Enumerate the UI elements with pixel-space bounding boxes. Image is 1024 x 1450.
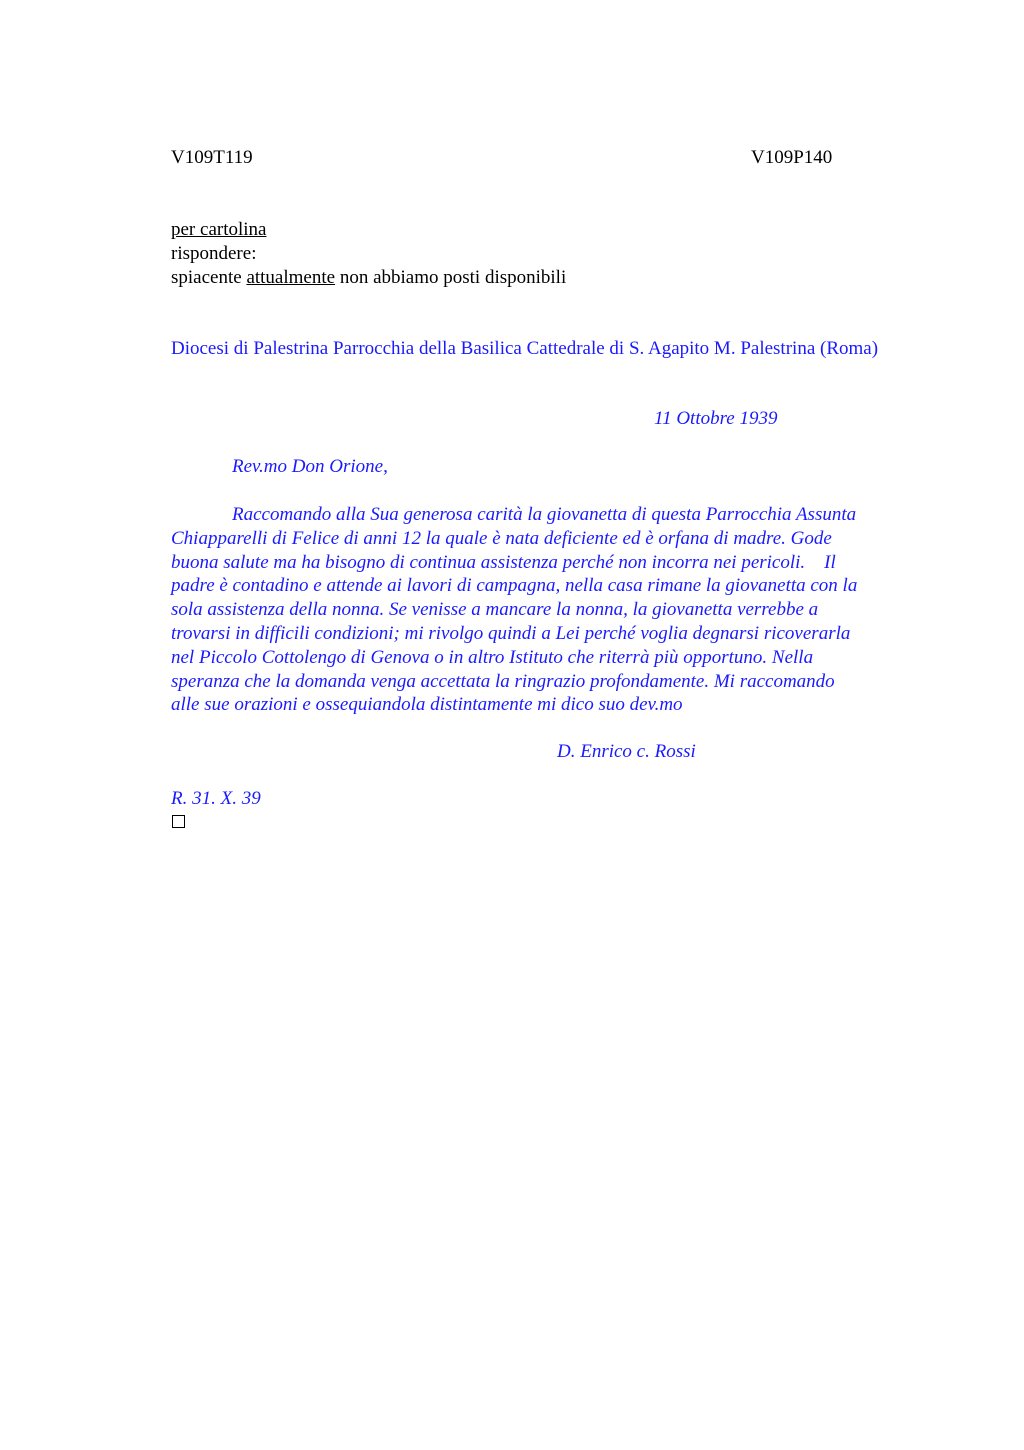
annotation-line-3 [171,266,566,290]
archive-code-left: V109T119 [171,147,253,168]
body-line: padre è contadino e attende ai lavori di campagna, nella casa rimane la giovanetta con la [171,575,858,597]
body-line: trovarsi in difficili condizioni; mi rivolgo quindi a Lei perché voglia degnarsi ricoverarla [171,622,851,644]
body-line: buona salute ma ha bisogno di continua assistenza perché non incorra nei pericoli. Il [171,551,836,573]
reply-annotation [171,218,566,290]
checkbox-square-icon [172,815,185,828]
annotation-line-3-underlined: attualmente [246,267,336,288]
letter-date: 11 Ottobre 1939 [654,408,778,429]
body-line: speranza che la domanda venga accettata la ringrazio profondamente. Mi raccomando [171,670,835,692]
annotation-line-3-pre: spiacente [171,267,247,288]
letter-header: Diocesi di Palestrina Parrocchia della Basilica Cattedrale di S. Agapito M. Palestrina (Roma) [171,338,879,359]
body-line: Raccomando alla Sua generosa carità la giovanetta di questa Parrocchia Assunta [232,504,857,525]
body-line: alle sue orazioni e ossequiandola distintamente mi dico suo dev.mo [171,694,683,716]
archive-code-right: V109P140 [751,147,833,168]
letter-body [171,503,857,717]
annotation-line-3-post: non abbiamo posti disponibili [335,267,567,288]
letter-salutation: Rev.mo Don Orione, [232,456,388,477]
received-note: R. 31. X. 39 [171,788,261,809]
letter-signature: D. Enrico c. Rossi [557,741,696,762]
body-line: nel Piccolo Cottolengo di Genova o in altro Istituto che riterrà più opportuno. Nella [171,646,814,668]
annotation-line-2: rispondere: [171,243,257,264]
annotation-line-1 [171,218,566,242]
body-line: sola assistenza della nonna. Se venisse a mancare la nonna, la giovanetta verrebbe a [171,599,819,621]
annotation-underlined-text: per cartolina [171,219,267,240]
body-line: Chiapparelli di Felice di anni 12 la quale è nata deficiente ed è orfana di madre. Gode [171,527,832,549]
